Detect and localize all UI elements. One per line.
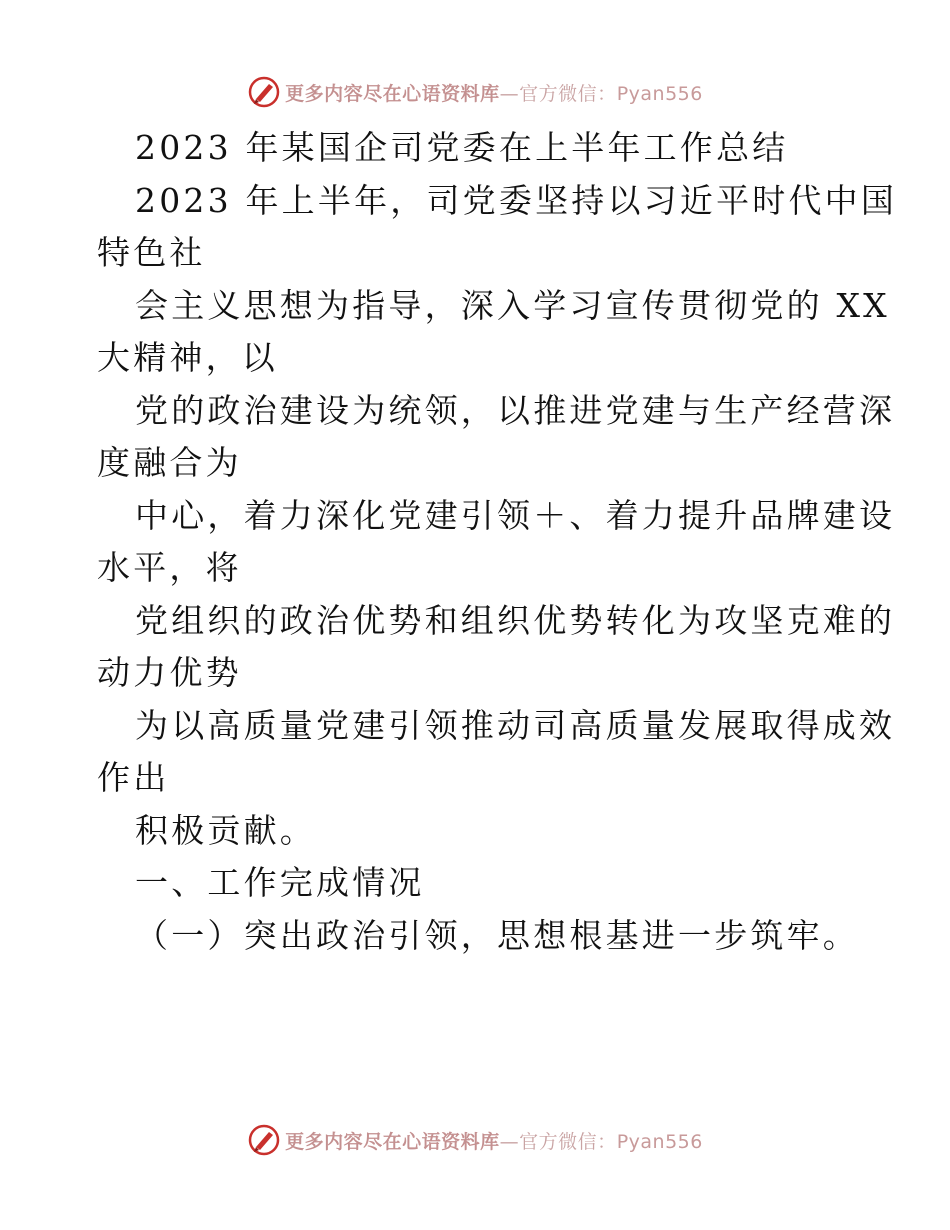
doc-line-8: 中心，着力深化党建引领＋、着力提升品牌建设 xyxy=(135,495,896,535)
watermark-handle-text: Pyan556 xyxy=(616,82,703,105)
doc-line-6: 党的政治建设为统领，以推进党建与生产经营深 xyxy=(135,390,896,430)
watermark-main-text: 更多内容尽在心语资料库 xyxy=(285,1130,500,1153)
doc-line-3: 特色社 xyxy=(97,233,206,272)
watermark-separator-text: —官方微信： xyxy=(499,1130,617,1153)
doc-line-16: （一）突出政治引领，思想根基进一步筑牢。 xyxy=(135,915,859,955)
watermark-handle-text: Pyan556 xyxy=(616,1130,703,1153)
doc-line-13: 作出 xyxy=(97,758,170,797)
doc-line-12: 为以高质量党建引领推动司高质量发展取得成效 xyxy=(135,705,896,745)
watermark-main-text: 更多内容尽在心语资料库 xyxy=(285,82,500,105)
pen-logo-icon xyxy=(247,75,281,109)
doc-line-7: 度融合为 xyxy=(97,443,242,482)
doc-line-10: 党组织的政治优势和组织优势转化为攻坚克难的 xyxy=(135,600,896,640)
document-body xyxy=(97,122,898,962)
header-watermark xyxy=(0,72,950,112)
doc-line-1: 2023 年某国企司党委在上半年工作总结 xyxy=(135,128,789,167)
doc-line-15: 一、工作完成情况 xyxy=(135,863,425,902)
watermark-separator-text: —官方微信： xyxy=(499,82,617,105)
doc-line-4: 会主义思想为指导，深入学习宣传贯彻党的 XX xyxy=(135,285,890,325)
doc-line-9: 水平，将 xyxy=(97,548,242,587)
footer-watermark xyxy=(0,1120,950,1160)
doc-line-5: 大精神，以 xyxy=(97,338,278,377)
doc-line-11: 动力优势 xyxy=(97,653,242,692)
pen-logo-icon xyxy=(247,1123,281,1157)
doc-line-14: 积极贡献。 xyxy=(135,810,316,850)
doc-line-2: 2023 年上半年，司党委坚持以习近平时代中国 xyxy=(135,180,898,220)
